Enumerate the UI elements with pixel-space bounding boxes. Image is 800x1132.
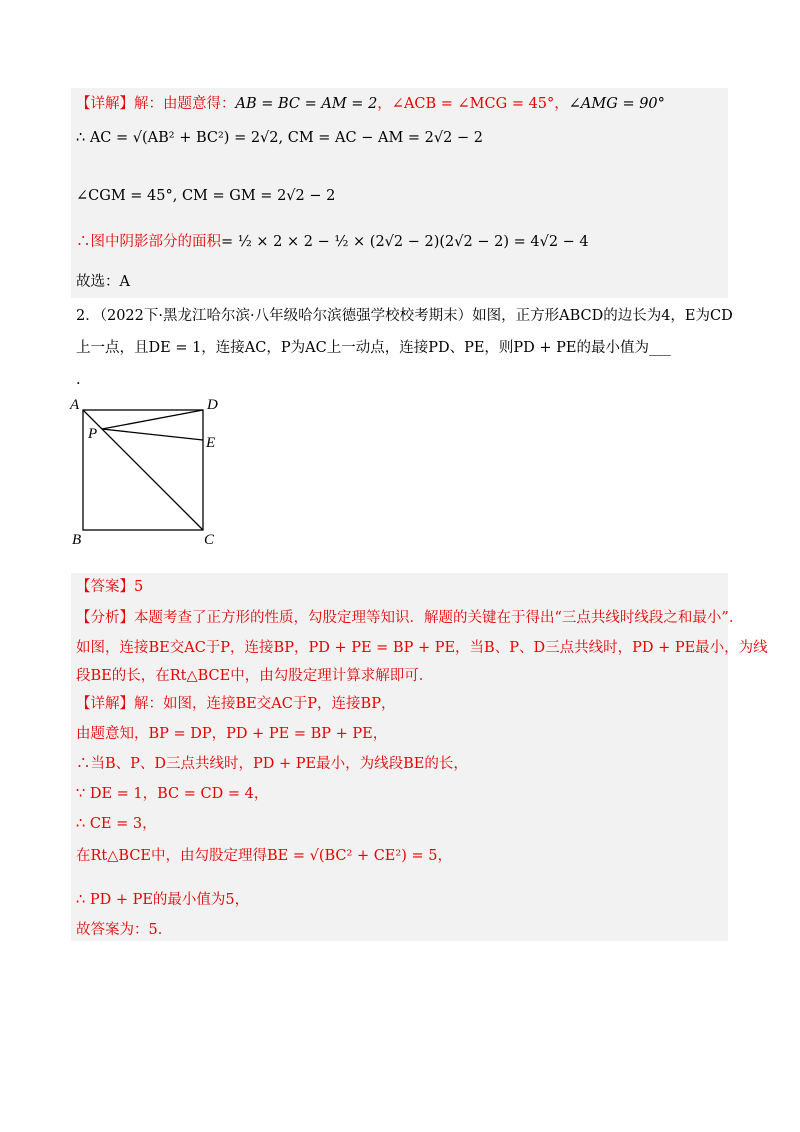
question2-line1: 2．（2022下·黑龙江哈尔滨·八年级哈尔滨德强学校校考期末）如图，正方形ABCD的边长为4，E为CD (76, 308, 733, 324)
label-c: C (204, 532, 215, 548)
analysis-line3: 段BE的长，在Rt△BCE中，由勾股定理计算求解即可． (76, 668, 434, 684)
solution1-line4 (76, 232, 589, 252)
label-b: B (72, 532, 82, 548)
detail-line3: ∴当B、P、D三点共线时，PD + PE最小，为线段BE的长， (76, 756, 468, 772)
detail-line5: ∴ CE = 3， (76, 816, 157, 832)
solution1-area-eq: = ½ × 2 × 2 − ½ × (2√2 − 2)(2√2 − 2) = 4√2 − 4 (221, 234, 589, 250)
label-e: E (206, 435, 216, 451)
question2-line3: . (76, 372, 81, 388)
square-diagram (66, 392, 236, 552)
solution1-eq2: ，∠ACB = ∠MCG = 45°， (377, 96, 569, 112)
detail-line7: ∴ PD + PE的最小值为5， (76, 892, 250, 908)
segment-pe (102, 429, 203, 440)
detail-line6: 在Rt△BCE中，由勾股定理得BE = √(BC² + CE²) = 5， (76, 848, 452, 864)
solution1-eq3: ∠AMG = 90° (568, 96, 665, 112)
analysis-line1: 【分析】本题考查了正方形的性质，勾股定理等知识．解题的关键在于得出“三点共线时线段之和最小”． (76, 610, 744, 626)
detail-line1: 【详解】解：如图，连接BE交AC于P，连接BP， (76, 696, 396, 712)
detail-line8: 故答案为：5． (76, 922, 173, 938)
diagonal-ac (83, 410, 203, 530)
label-d: D (207, 397, 218, 413)
solution1-detail-head: 【详解】解：由题意得： (76, 96, 236, 112)
detail-line4: ∵ DE = 1，BC = CD = 4， (76, 786, 269, 802)
solution1-line3: ∠CGM = 45°, CM = GM = 2√2 − 2 (76, 188, 336, 204)
solution1-line5: 故选：A (76, 274, 130, 290)
solution1-line1 (76, 94, 665, 114)
label-a: A (70, 397, 80, 413)
analysis-line2: 如图，连接BE交AC于P，连接BP，PD + PE = BP + PE，当B、P、D三点共线时，PD + PE最小，为线 (76, 640, 768, 656)
solution1-area-head: ∴图中阴影部分的面积 (76, 234, 221, 250)
answer-line: 【答案】5 (76, 579, 144, 595)
detail-line2: 由题意知，BP = DP，PD + PE = BP + PE， (76, 726, 388, 742)
solution1-line2: ∴ AC = √(AB² + BC²) = 2√2, CM = AC − AM = 2√2 − 2 (76, 130, 483, 146)
solution1-eq1: AB = BC = AM = 2 (235, 96, 378, 112)
question2-line2: 上一点，且DE = 1，连接AC，P为AC上一动点，连接PD、PE，则PD + PE的最小值为___ (76, 340, 671, 356)
label-p: P (88, 426, 98, 442)
segment-pd (102, 410, 203, 429)
